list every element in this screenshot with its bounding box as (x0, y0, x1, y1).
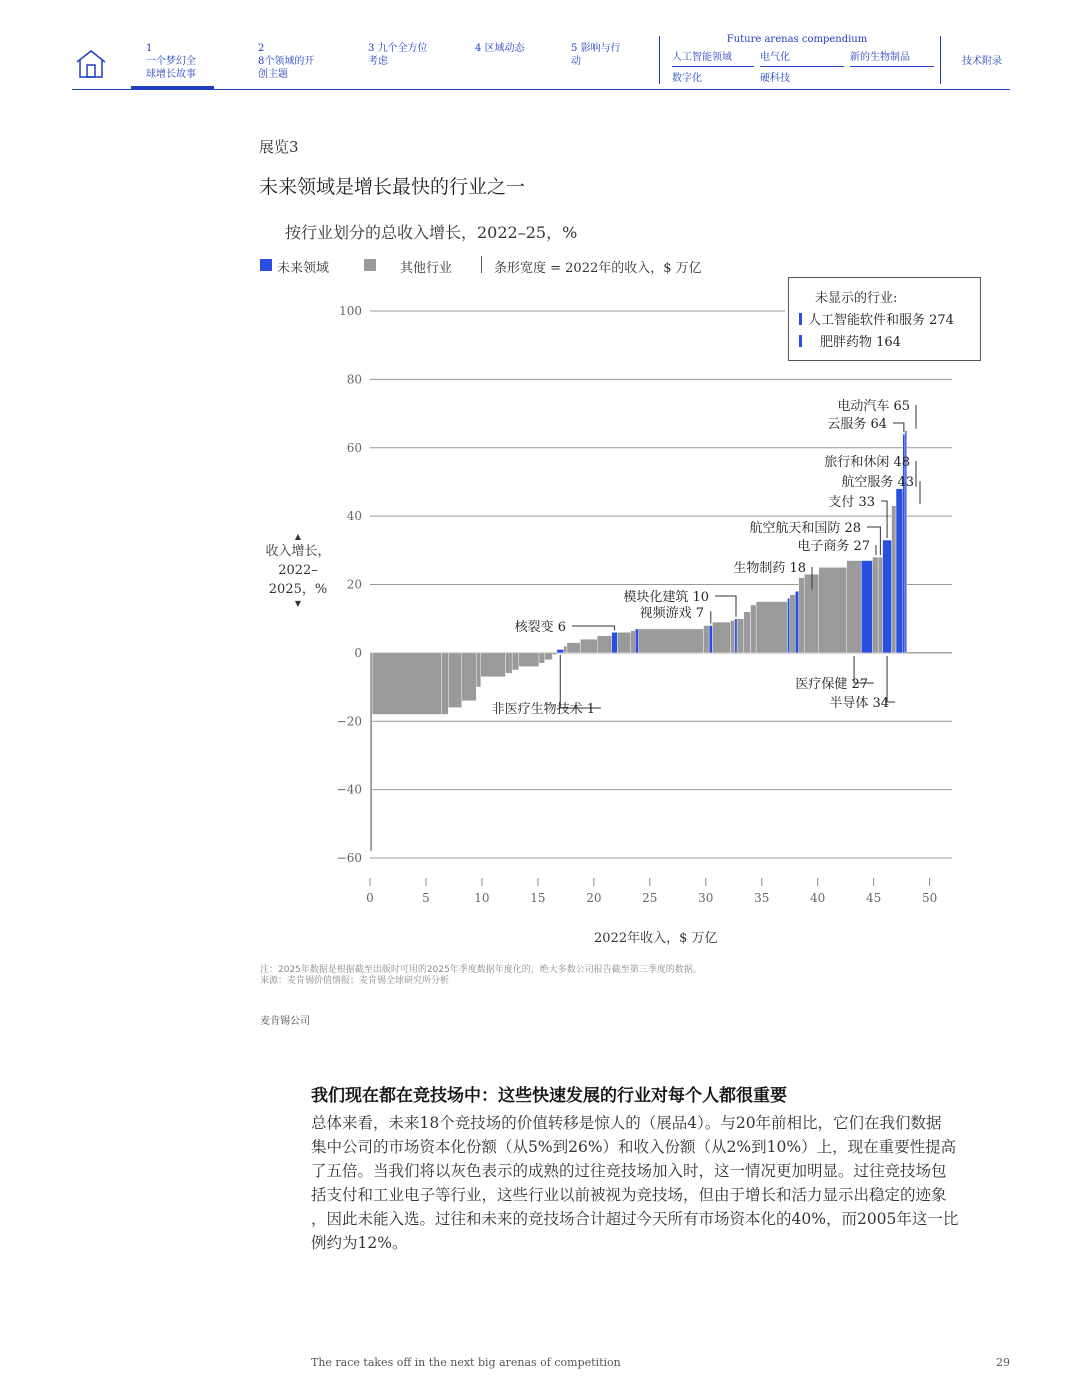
nav-item-1-label: 一个梦幻全球增长故事 (146, 56, 196, 80)
nav-item-1-num: 1 (146, 43, 153, 54)
annotation-leader (881, 501, 887, 538)
brand-text: 麦肯锡公司 (260, 1016, 310, 1027)
future-arena-bar (612, 632, 618, 653)
other-industry-bar (704, 626, 710, 653)
off-chart-ai-label: 人工智能软件和服务 274 (808, 313, 954, 328)
y-tick-label: 60 (346, 440, 362, 455)
y-tick-label: 20 (346, 577, 362, 592)
other-industry-bar (448, 653, 461, 708)
other-industry-bar (370, 653, 372, 851)
annotation-label: 非医疗生物技术 1 (491, 702, 595, 717)
compendium-title: Future arenas compendium (726, 34, 868, 45)
x-tick-label: 10 (474, 891, 490, 905)
x-axis-title: 2022年收入，$ 万亿 (594, 931, 718, 946)
other-industry-bar (744, 612, 751, 653)
other-industry-bar (819, 567, 847, 652)
other-industry-bar (751, 605, 757, 653)
other-industry-bar (712, 622, 730, 653)
other-industry-bar (564, 646, 567, 653)
arena-biologics[interactable]: 新的生物制品 (850, 51, 934, 67)
legend-other-label: 其他行业 (400, 261, 453, 276)
off-chart-obesity-label: 肥胖药物 164 (820, 335, 901, 350)
other-industry-bar (597, 636, 612, 653)
y-tick-label: −20 (336, 714, 362, 729)
other-industry-bar (847, 561, 862, 653)
future-arena-bar (795, 591, 798, 653)
y-tick-label: 40 (346, 509, 362, 524)
nav-item-3-num: 3 (368, 43, 375, 54)
annotation-label: 航空航天和国防 28 (749, 521, 861, 536)
other-industry-bar (442, 653, 449, 715)
arena-digital[interactable]: 数字化 (672, 73, 702, 84)
y-tick-label: −40 (336, 782, 362, 797)
future-arena-bar (557, 649, 564, 652)
article-line-5: ，因此未能入选。过往和未来的竞技场合计超过今天所有市场资本化的40%，而2005年这一比 (311, 1210, 959, 1228)
annotation-label: 模块化建筑 10 (623, 590, 709, 605)
off-chart-item-ai (799, 309, 954, 328)
other-industry-bar (545, 653, 553, 660)
other-industry-bar (505, 653, 512, 674)
y-axis-arrow-up: ▲ (294, 532, 302, 541)
annotation-label: 半导体 34 (829, 696, 889, 711)
page-number: 29 (996, 1356, 1010, 1369)
article-line-6: 例约为12%。 (311, 1234, 408, 1252)
annotation-label: 航空服务 43 (841, 475, 914, 490)
x-tick-label: 5 (422, 891, 430, 905)
annotation-leader (572, 626, 615, 630)
nav-item-5-label: 影响与行动 (571, 43, 621, 67)
future-arena-bar (861, 561, 872, 653)
arena-ai[interactable]: 人工智能领域 (672, 51, 754, 67)
x-tick-label: 45 (866, 891, 882, 905)
article-heading: 我们现在都在竞技场中：这些快速发展的行业对每个人都很重要 (311, 1086, 787, 1106)
article-line-4: 括支付和工业电子等行业，这些行业以前被视为竞技场，但由于增长和活力显示出稳定的迹象 (311, 1186, 947, 1204)
y-axis-label: 收入增长，2022–2025，% (265, 544, 331, 597)
y-tick-label: 0 (354, 645, 362, 660)
y-axis-title (258, 532, 338, 609)
legend-width-note: 条形宽度 = 2022年的收入，$ 万亿 (494, 261, 702, 276)
legend-future-label: 未来领域 (277, 261, 330, 276)
nav-appendix[interactable]: 技术附录 (962, 56, 1002, 67)
source-text: 来源：麦肯锡价值情报；麦肯锡全球研究所分析 (260, 976, 450, 986)
off-chart-item-obesity (799, 331, 901, 350)
other-industry-bar (892, 506, 896, 653)
other-industry-bar (756, 602, 787, 653)
exhibit-title: 未来领域是增长最快的行业之一 (259, 176, 526, 198)
other-industry-bar (567, 643, 580, 653)
other-industry-bar (730, 620, 734, 652)
footer-title: The race takes off in the next big arenas of competition (311, 1356, 621, 1369)
annotation-leader (893, 423, 904, 432)
annotation-label: 旅行和休闲 48 (824, 455, 910, 470)
future-arena-bar (709, 626, 712, 653)
other-industry-bar (617, 632, 630, 653)
annotation-leader (560, 655, 601, 708)
y-tick-label: 80 (346, 372, 362, 387)
x-tick-label: 35 (754, 891, 770, 905)
x-tick-label: 0 (366, 891, 374, 905)
article-line-2: 集中公司的市场资本化份额（从5%到26%）和收入份额（从2%到10%）上，现在重要性提高 (311, 1138, 957, 1156)
nav-item-4-label: 区域动态 (484, 43, 525, 54)
other-industry-bar (372, 653, 441, 715)
other-industry-bar (639, 629, 704, 653)
annotation-label: 电子商务 27 (797, 539, 870, 554)
other-industry-bar (481, 653, 506, 677)
future-arena-bar (787, 598, 789, 653)
x-tick-label: 40 (810, 891, 826, 905)
other-industry-bar (512, 653, 519, 670)
annotation-label: 支付 33 (828, 495, 875, 510)
x-tick-label: 25 (642, 891, 658, 905)
future-arena-bar (635, 629, 638, 653)
annotation-leader (710, 612, 711, 624)
annotation-label: 核裂变 6 (514, 620, 566, 635)
nav-item-4-num: 4 (475, 43, 482, 54)
y-tick-label: −60 (336, 851, 362, 865)
other-industry-bar (737, 619, 744, 653)
off-chart-box (788, 277, 981, 361)
future-arena-bar (735, 619, 737, 653)
y-tick-label: 100 (339, 304, 362, 318)
other-industry-bar (878, 557, 882, 653)
x-tick-label: 30 (698, 891, 714, 905)
annotation-label: 视频游戏 7 (639, 606, 704, 621)
other-industry-bar (552, 653, 556, 655)
nav-item-2-label: 8个领域的开创主题 (258, 56, 315, 80)
off-chart-obesity-marker (799, 335, 802, 347)
off-chart-title: 未显示的行业: (815, 291, 898, 306)
other-industry-bar (631, 631, 635, 653)
other-industry-bar (873, 557, 879, 653)
other-industry-bar (580, 639, 597, 653)
x-tick-label: 20 (586, 891, 602, 905)
arena-electrification[interactable]: 电气化 (760, 51, 844, 67)
article-line-3: 了五倍。当我们将以灰色表示的成熟的过往竞技场加入时，这一情况更加明显。过往竞技场包 (311, 1162, 947, 1180)
annotation-label: 电动汽车 65 (837, 399, 910, 414)
nav-item-5-num: 5 (571, 43, 578, 54)
annotation-label: 云服务 64 (827, 417, 887, 432)
future-arena-bar (883, 540, 892, 653)
other-industry-bar (539, 653, 545, 663)
other-industry-bar (476, 653, 480, 687)
x-tick-label: 50 (921, 891, 938, 905)
other-industry-bar (519, 653, 539, 667)
future-arena-bar (896, 489, 903, 653)
nav-item-3-label: 九个全方位考虑 (368, 43, 428, 67)
article-body (311, 1111, 1011, 1255)
exhibit-subtitle: 按行业划分的总收入增长，2022–25，% (285, 223, 578, 242)
other-industry-bar (790, 595, 796, 653)
x-tick-label: 15 (530, 891, 546, 905)
article-line-1: 总体来看，未来18个竞技场的价值转移是惊人的（展品4）。与20年前相比，它们在我们数据 (311, 1114, 942, 1132)
note-text: 注：2025年数据是根据截至出版时可用的2025年季度数据年度化的，绝大多数公司报告截至第三季度的数据。 (260, 965, 702, 975)
exhibit-number: 展览3 (259, 138, 299, 156)
annotation-label: 医疗保健 27 (795, 677, 868, 692)
other-industry-bar (462, 653, 477, 701)
arena-hardtech[interactable]: 硬科技 (760, 73, 790, 84)
annotation-label: 生物制药 18 (733, 561, 806, 576)
annotation-leader (715, 596, 736, 617)
y-axis-arrow-down: ▼ (294, 599, 302, 608)
nav-item-2-num: 2 (258, 43, 265, 54)
off-chart-ai-marker (799, 313, 802, 325)
other-industry-bar (799, 578, 805, 653)
